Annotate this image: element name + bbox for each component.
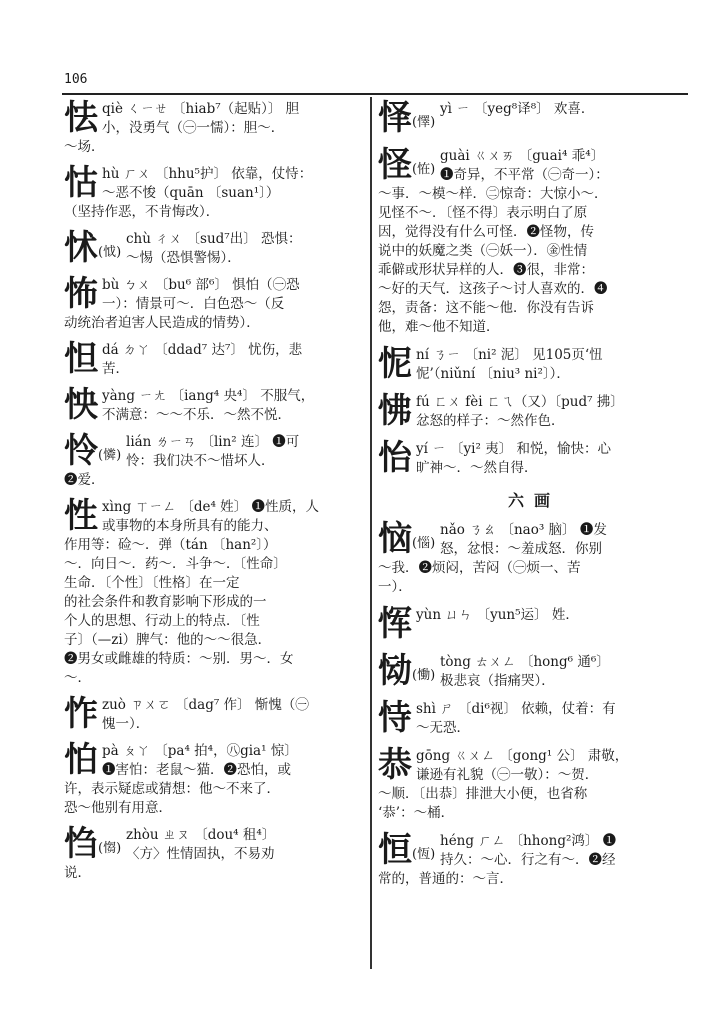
definition-line: ～． <box>64 670 91 686</box>
definition-line: 怩’（niǔní 〔niu³ ni²〕）． <box>416 366 570 382</box>
entry-body <box>64 496 360 688</box>
definition-line: 小，没勇气（㊀一懦）：胆～． <box>102 120 285 136</box>
definition-line: ～事．～模～样．㊁惊奇：大惊小～． <box>378 186 608 202</box>
definition-line: 作用等：硷～．弹（tán 〔han²〕） <box>64 537 277 553</box>
entry-head <box>64 274 98 314</box>
definition-first-line: pà ㄆㄚ 〔pa⁴ 拍⁴，㊇gia¹ 惊〕 <box>102 743 298 759</box>
headword: 怩 <box>378 344 412 384</box>
entry-head <box>64 740 98 780</box>
definition-line: ～无恐． <box>416 720 470 736</box>
traditional-variant: (懌) <box>412 115 436 130</box>
dictionary-entry <box>378 391 690 431</box>
definition-line: （坚持作恶，不肯悔改）． <box>64 204 220 220</box>
traditional-variant: (憐) <box>98 448 122 463</box>
traditional-variant: (㥮) <box>98 841 122 856</box>
definition-line: 生命．〔个性〕〔性格〕在一定 <box>64 575 240 591</box>
definition-line: 苦． <box>102 361 129 377</box>
definition-line: 他，难～他不知道． <box>378 319 500 335</box>
definition-line: 忿怒的样子：～然作色． <box>416 413 565 429</box>
definition-line: ～惕（恐惧警惕）． <box>126 250 241 266</box>
entry-body <box>378 438 690 478</box>
headword: 怛 <box>64 339 98 379</box>
entry-head <box>378 98 435 138</box>
definition-first-line: yí ㄧ 〔yi² 夷〕 和悦，愉快：心 <box>416 441 611 457</box>
entry-head <box>64 385 98 425</box>
dictionary-entry <box>64 496 360 688</box>
definition-line: 怨，责备：这不能～他．你没有告诉 <box>378 300 594 316</box>
headword: 恽 <box>378 604 412 644</box>
traditional-variant: (恠) <box>412 162 436 177</box>
definition-line: ～好的天气．这孩子～讨人喜欢的．❹ <box>378 281 608 297</box>
definition-line: 怜：我们决不～惜坏人． <box>126 453 275 469</box>
definition-line: 因，觉得没有什么可怪．❷怪物，传 <box>378 224 594 240</box>
entry-head <box>64 228 121 268</box>
entry-head <box>378 344 412 384</box>
definition-line: 说中的妖魔之类（㊀妖一）．㊎性情 <box>378 243 588 259</box>
definition-line: 持久：～心．行之有～．❷经 <box>440 852 616 868</box>
dictionary-entry <box>64 431 360 490</box>
definition-first-line: ní ㄋㄧ 〔ni² 泥〕 见105页‘忸 <box>416 347 603 363</box>
definition-line: ～恶不悛（quān 〔suan¹〕） <box>102 185 280 201</box>
definition-line: 恐～他别有用意． <box>64 800 172 816</box>
definition-line: 个人的思想、行动上的特点．〔性 <box>64 613 260 629</box>
definition-first-line: zuò ㄗㄨㄛ 〔dag⁷ 作〕 惭愧（㊀ <box>102 697 309 713</box>
entry-body <box>378 391 690 431</box>
dictionary-entry <box>378 830 690 889</box>
entry-head <box>64 496 98 536</box>
headword: 怜 <box>64 431 98 471</box>
definition-line: 怒，忿恨：～羞成怒．你别 <box>440 541 602 557</box>
dictionary-entry <box>64 274 360 333</box>
dictionary-entry <box>378 98 690 138</box>
page-number: 106 <box>64 72 88 87</box>
definition-first-line: xìng ㄒㄧㄥ 〔de⁴ 姓〕 ❶性质，人 <box>102 499 319 515</box>
definition-line: 动统治者迫害人民造成的情势）． <box>64 315 260 331</box>
definition-line: 不满意：～～不乐．～然不悦． <box>102 407 291 423</box>
dictionary-entry <box>378 745 690 823</box>
definition-line: ～我．❷烦闷，苦闷（㊀烦一、苦 <box>378 560 581 576</box>
dictionary-entry <box>64 228 360 268</box>
entry-head <box>378 438 412 478</box>
entry-body <box>64 694 360 734</box>
entry-body <box>378 604 690 625</box>
section-heading: 六画 <box>507 491 560 510</box>
headword: 怪 <box>378 145 412 185</box>
entry-body <box>378 344 690 384</box>
definition-line: 一）． <box>378 579 412 595</box>
entry-head <box>378 651 435 691</box>
dictionary-entry <box>64 385 360 425</box>
definition-line: ❷爱． <box>64 472 105 488</box>
definition-first-line: yùn ㄩㄣ 〔yun⁵运〕 姓． <box>416 607 579 623</box>
right-column <box>378 98 690 896</box>
dictionary-entry <box>64 339 360 379</box>
entry-body <box>64 163 360 222</box>
definition-line: 谦逊有礼貌（㊀一敬）：～贺． <box>416 767 599 783</box>
traditional-variant: (恆) <box>412 847 436 862</box>
entry-head <box>64 431 121 471</box>
traditional-variant: (慟) <box>412 668 436 683</box>
definition-line: ‘恭’：～桶． <box>378 805 455 821</box>
definition-first-line: bù ㄅㄨ 〔bu⁶ 部⁶〕 惧怕（㊀恐 <box>102 277 300 293</box>
column-divider <box>370 97 372 969</box>
definition-first-line: fú ㄈㄨ fèi ㄈㄟ（又）〔pud⁷ 拂〕 <box>416 394 624 410</box>
headword: 恒 <box>378 830 412 870</box>
definition-line: 〈方〉性情固执，不易劝 <box>126 846 275 862</box>
headword: 恼 <box>378 519 412 559</box>
definition-line: 或事物的本身所具有的能力、 <box>102 518 278 534</box>
dictionary-entry <box>378 604 690 644</box>
traditional-variant: (惱) <box>412 536 436 551</box>
definition-first-line: nǎo ㄋㄠ 〔nao³ 脑〕 ❶发 <box>440 522 607 538</box>
entry-body <box>64 385 360 425</box>
dictionary-entry <box>64 163 360 222</box>
headword: 怡 <box>378 438 412 478</box>
dictionary-entry <box>64 824 360 883</box>
definition-line: ～顺．〔出恭〕排泄大小便，也省称 <box>378 786 588 802</box>
definition-line: 常的，普通的：～言． <box>378 871 513 887</box>
headword: 恭 <box>378 745 412 785</box>
definition-line: 乖僻或形状异样的人．❸很，非常： <box>378 262 594 278</box>
dictionary-entry <box>64 98 360 157</box>
definition-first-line: tòng ㄊㄨㄥ 〔hong⁶ 通⁶〕 <box>440 654 610 670</box>
definition-first-line: dá ㄉㄚ 〔ddad⁷ 达⁷〕 忧伤，悲 <box>102 342 303 358</box>
definition-first-line: shì ㄕ 〔di⁶视〕 依赖，仗着：有 <box>416 701 616 717</box>
left-column <box>64 98 360 889</box>
definition-first-line: zhòu ㄓㄡ 〔dou⁴ 租⁴〕 <box>126 827 276 843</box>
definition-first-line: lián ㄌㄧㄢ 〔lin² 连〕 ❶可 <box>126 434 300 450</box>
headword: 㤘 <box>64 824 98 864</box>
entry-head <box>64 163 98 203</box>
traditional-variant: (怴) <box>98 245 122 260</box>
entry-head <box>64 98 98 138</box>
entry-body <box>378 698 690 738</box>
headword: 恸 <box>378 651 412 691</box>
definition-line: ❷男女或雌雄的特质：～别．男～．女 <box>64 651 294 667</box>
entry-head <box>378 604 412 644</box>
dictionary-entry <box>378 438 690 478</box>
definition-line: 愧一）． <box>102 716 150 732</box>
definition-line: 的社会条件和教育影响下形成的一 <box>64 594 267 610</box>
entry-head <box>378 830 435 870</box>
headword: 怏 <box>64 385 98 425</box>
entry-head <box>378 745 412 785</box>
definition-line: 极悲哀（指痛哭）． <box>440 673 555 689</box>
dictionary-entry <box>378 651 690 691</box>
top-rule <box>62 93 688 95</box>
definition-first-line: héng ㄏㄥ 〔hhong²鸿〕 ❶ <box>440 833 617 849</box>
entry-head <box>378 391 412 431</box>
definition-line: ～．向日～．药～．斗争～．〔性命〕 <box>64 556 287 572</box>
headword: 怿 <box>378 98 412 138</box>
definition-first-line: yàng ㄧㄤ 〔iang⁴ 央⁴〕 不服气， <box>102 388 315 404</box>
headword: 怫 <box>378 391 412 431</box>
definition-first-line: chù ㄔㄨ 〔sud⁷出〕 恐惧： <box>126 231 302 247</box>
entry-head <box>64 339 98 379</box>
definition-line: 许，表示疑虑或猜想：他～不来了． <box>64 781 280 797</box>
definition-line: ～场． <box>64 139 105 155</box>
right-top-entries <box>378 98 690 478</box>
entry-head <box>378 145 435 185</box>
definition-line: ❶奇异，不平常（㊀奇一）： <box>440 167 609 183</box>
definition-first-line: gōng ㄍㄨㄥ 〔gong¹ 公〕 肃敬， <box>416 748 629 764</box>
headword: 恃 <box>378 698 412 738</box>
dictionary-entry <box>378 145 690 337</box>
headword: 怙 <box>64 163 98 203</box>
entry-body <box>64 98 360 157</box>
entry-head <box>378 519 435 559</box>
dictionary-entry <box>64 694 360 734</box>
definition-line: 旷神～．～然自得． <box>416 460 538 476</box>
dictionary-entry <box>378 519 690 597</box>
definition-line: 见怪不～．〔怪不得〕表示明白了原 <box>378 205 588 221</box>
entry-body <box>64 740 360 818</box>
dictionary-entry <box>378 344 690 384</box>
definition-line: 一）：情景可～．白色恐～（反 <box>102 296 285 312</box>
entry-head <box>64 694 98 734</box>
headword: 怖 <box>64 274 98 314</box>
dictionary-entry <box>378 698 690 738</box>
definition-first-line: qiè ㄑㄧㄝ 〔hiab⁷（起贴）〕 胆 <box>102 101 300 117</box>
definition-first-line: hù ㄏㄨ 〔hhu⁵护〕 依靠，仗恃： <box>102 166 313 182</box>
definition-first-line: guài ㄍㄨㄞ 〔guai⁴ 乖⁴〕 <box>440 148 605 164</box>
entry-head <box>378 698 412 738</box>
headword: 怕 <box>64 740 98 780</box>
headword: 怵 <box>64 228 98 268</box>
entry-body <box>378 745 690 823</box>
entry-body <box>64 339 360 379</box>
entry-body <box>64 274 360 333</box>
headword: 怯 <box>64 98 98 138</box>
definition-line: ❶害怕：老鼠～猫．❷恐怕，或 <box>102 762 291 778</box>
definition-first-line: yì ㄧ 〔yeg⁸译⁸〕 欢喜． <box>440 101 595 117</box>
definition-line: 说． <box>64 865 91 881</box>
entry-head <box>64 824 121 864</box>
headword: 怍 <box>64 694 98 734</box>
right-bottom-entries <box>378 519 690 889</box>
dictionary-entry <box>64 740 360 818</box>
definition-line: 子〕（—zi）脾气：他的～～很急． <box>64 632 272 648</box>
headword: 性 <box>64 496 98 536</box>
